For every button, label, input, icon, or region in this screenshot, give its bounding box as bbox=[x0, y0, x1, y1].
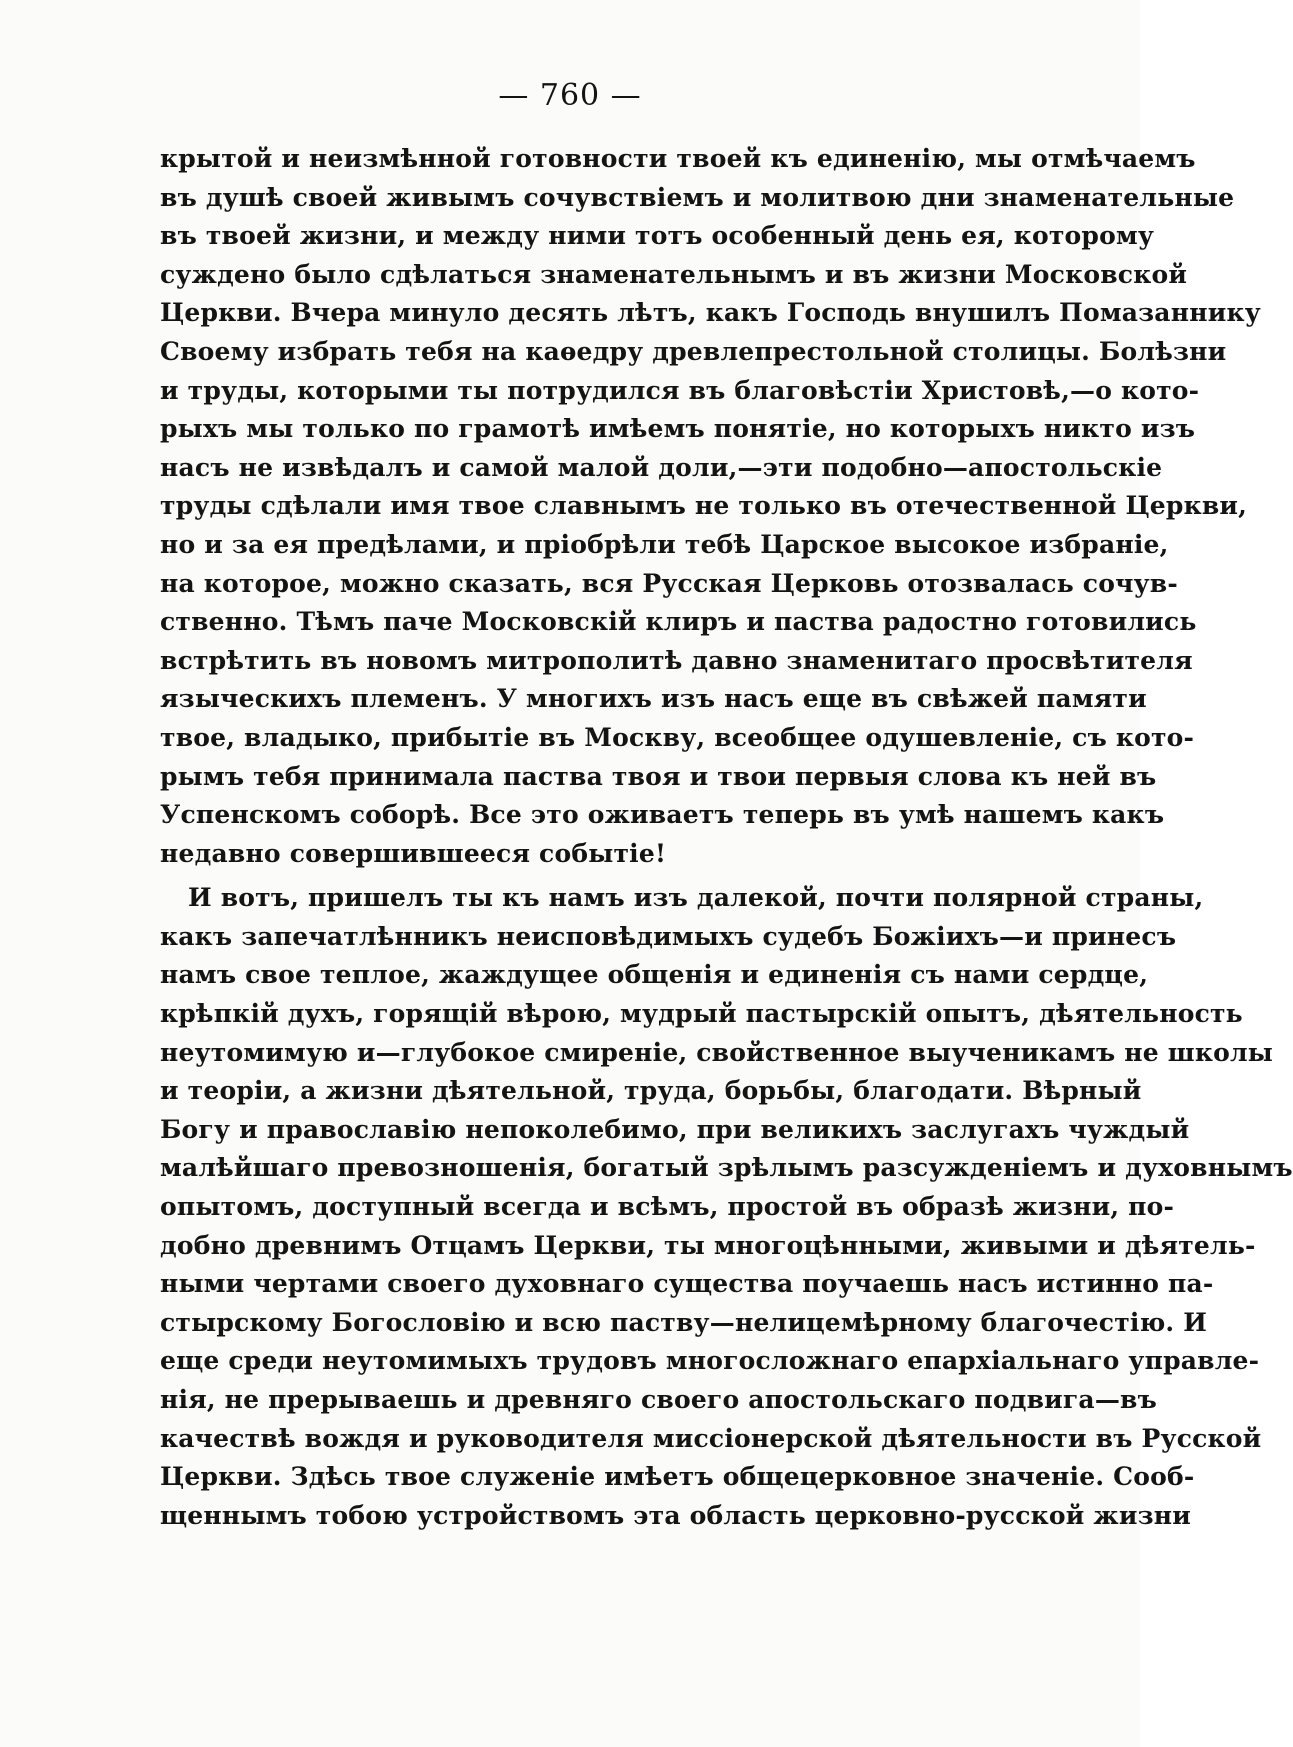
text-line: какъ запечатлѣнникъ неисповѣдимыхъ судебъ Божіихъ—и принесъ bbox=[160, 921, 1177, 951]
text-line: еще среди неутомимыхъ трудовъ многосложнаго епархіальнаго управле- bbox=[160, 1346, 1260, 1376]
text-line: въ душѣ своей живымъ сочувствіемъ и молитвою дни знаменательные bbox=[160, 182, 1235, 212]
text-line: И вотъ, пришелъ ты къ намъ изъ далекой, почти полярной страны, bbox=[188, 883, 1204, 913]
text-line: ственно. Тѣмъ паче Московскій клиръ и паства радостно готовились bbox=[160, 607, 1197, 637]
text-line: крѣпкій духъ, горящій вѣрою, мудрый пастырскій опытъ, дѣятельность bbox=[160, 999, 1243, 1029]
text-line: но и за ея предѣлами, и пріобрѣли тебѣ Царское высокое избраніе, bbox=[160, 529, 1169, 559]
text-line: Успенскомъ соборѣ. Все это оживаетъ теперь въ умѣ нашемъ какъ bbox=[160, 800, 1165, 830]
text-line: твое, владыко, прибытіе въ Москву, всеобщее одушевленіе, съ кото- bbox=[160, 722, 1195, 752]
text-line: добно древнимъ Отцамъ Церкви, ты многоцѣнными, живыми и дѣятель- bbox=[160, 1230, 1256, 1260]
text-line: въ твоей жизни, и между ними тотъ особенный день ея, которому bbox=[160, 221, 1155, 251]
text-line: ными чертами своего духовнаго существа поучаешь насъ истинно па- bbox=[160, 1269, 1214, 1299]
paragraph-2 bbox=[160, 879, 1293, 1535]
text-line: Своему избрать тебя на каѳедру древлепрестольной столицы. Болѣзни bbox=[160, 336, 1227, 366]
text-line: Богу и православію непоколебимо, при великихъ заслугахъ чуждый bbox=[160, 1114, 1190, 1144]
text-line: языческихъ племенъ. У многихъ изъ насъ еще въ свѣжей памяти bbox=[160, 684, 1147, 714]
text-line: стырскому Богословію и всю паству—нелицемѣрному благочестію. И bbox=[160, 1307, 1208, 1337]
text-line: рыхъ мы только по грамотѣ имѣемъ понятіе, но которыхъ никто изъ bbox=[160, 414, 1196, 444]
text-line: суждено было сдѣлаться знаменательнымъ и въ жизни Московской bbox=[160, 259, 1188, 289]
text-line: Церкви. Здѣсь твое служеніе имѣетъ общецерковное значеніе. Сооб- bbox=[160, 1462, 1195, 1492]
body-text bbox=[160, 140, 1293, 1535]
text-line: намъ свое теплое, жаждущее общенія и единенія съ нами сердце, bbox=[160, 960, 1149, 990]
text-line: качествѣ вождя и руководителя миссіонерской дѣятельности въ Русской bbox=[160, 1423, 1262, 1453]
text-line: встрѣтить въ новомъ митрополитѣ давно знаменитаго просвѣтителя bbox=[160, 645, 1193, 675]
text-line: малѣйшаго превозношенія, богатый зрѣлымъ разсужденіемъ и духовнымъ bbox=[160, 1153, 1293, 1183]
text-line: щеннымъ тобою устройствомъ эта область церковно-русской жизни bbox=[160, 1500, 1191, 1530]
text-line: недавно совершившееся событіе! bbox=[160, 838, 667, 868]
paragraph-1 bbox=[160, 140, 1261, 873]
text-line: на которое, можно сказать, вся Русская Церковь отозвалась сочув- bbox=[160, 568, 1178, 598]
text-line: крытой и неизмѣнной готовности твоей къ единенію, мы отмѣчаемъ bbox=[160, 144, 1196, 173]
text-line: насъ не извѣдалъ и самой малой доли,—эти подобно—апостольскіе bbox=[160, 452, 1163, 482]
text-line: опытомъ, доступный всегда и всѣмъ, простой въ образѣ жизни, по- bbox=[160, 1192, 1175, 1222]
text-line: рымъ тебя принимала паства твоя и твои первыя слова къ ней въ bbox=[160, 761, 1157, 791]
text-line: и теоріи, а жизни дѣятельной, труда, борьбы, благодати. Вѣрный bbox=[160, 1076, 1142, 1106]
page-number: — 760 — bbox=[498, 78, 642, 113]
text-line: труды сдѣлали имя твое славнымъ не только въ отечественной Церкви, bbox=[160, 491, 1248, 521]
text-line: неутомимую и—глубокое смиреніе, свойственное выученикамъ не школы bbox=[160, 1037, 1274, 1067]
text-line: и труды, которыми ты потрудился въ благовѣстіи Христовѣ,—о кото- bbox=[160, 375, 1200, 405]
text-line: нія, не прерываешь и древняго своего апостольскаго подвига—въ bbox=[160, 1385, 1157, 1414]
text-line: Церкви. Вчера минуло десять лѣтъ, какъ Господь внушилъ Помазаннику bbox=[160, 298, 1261, 328]
